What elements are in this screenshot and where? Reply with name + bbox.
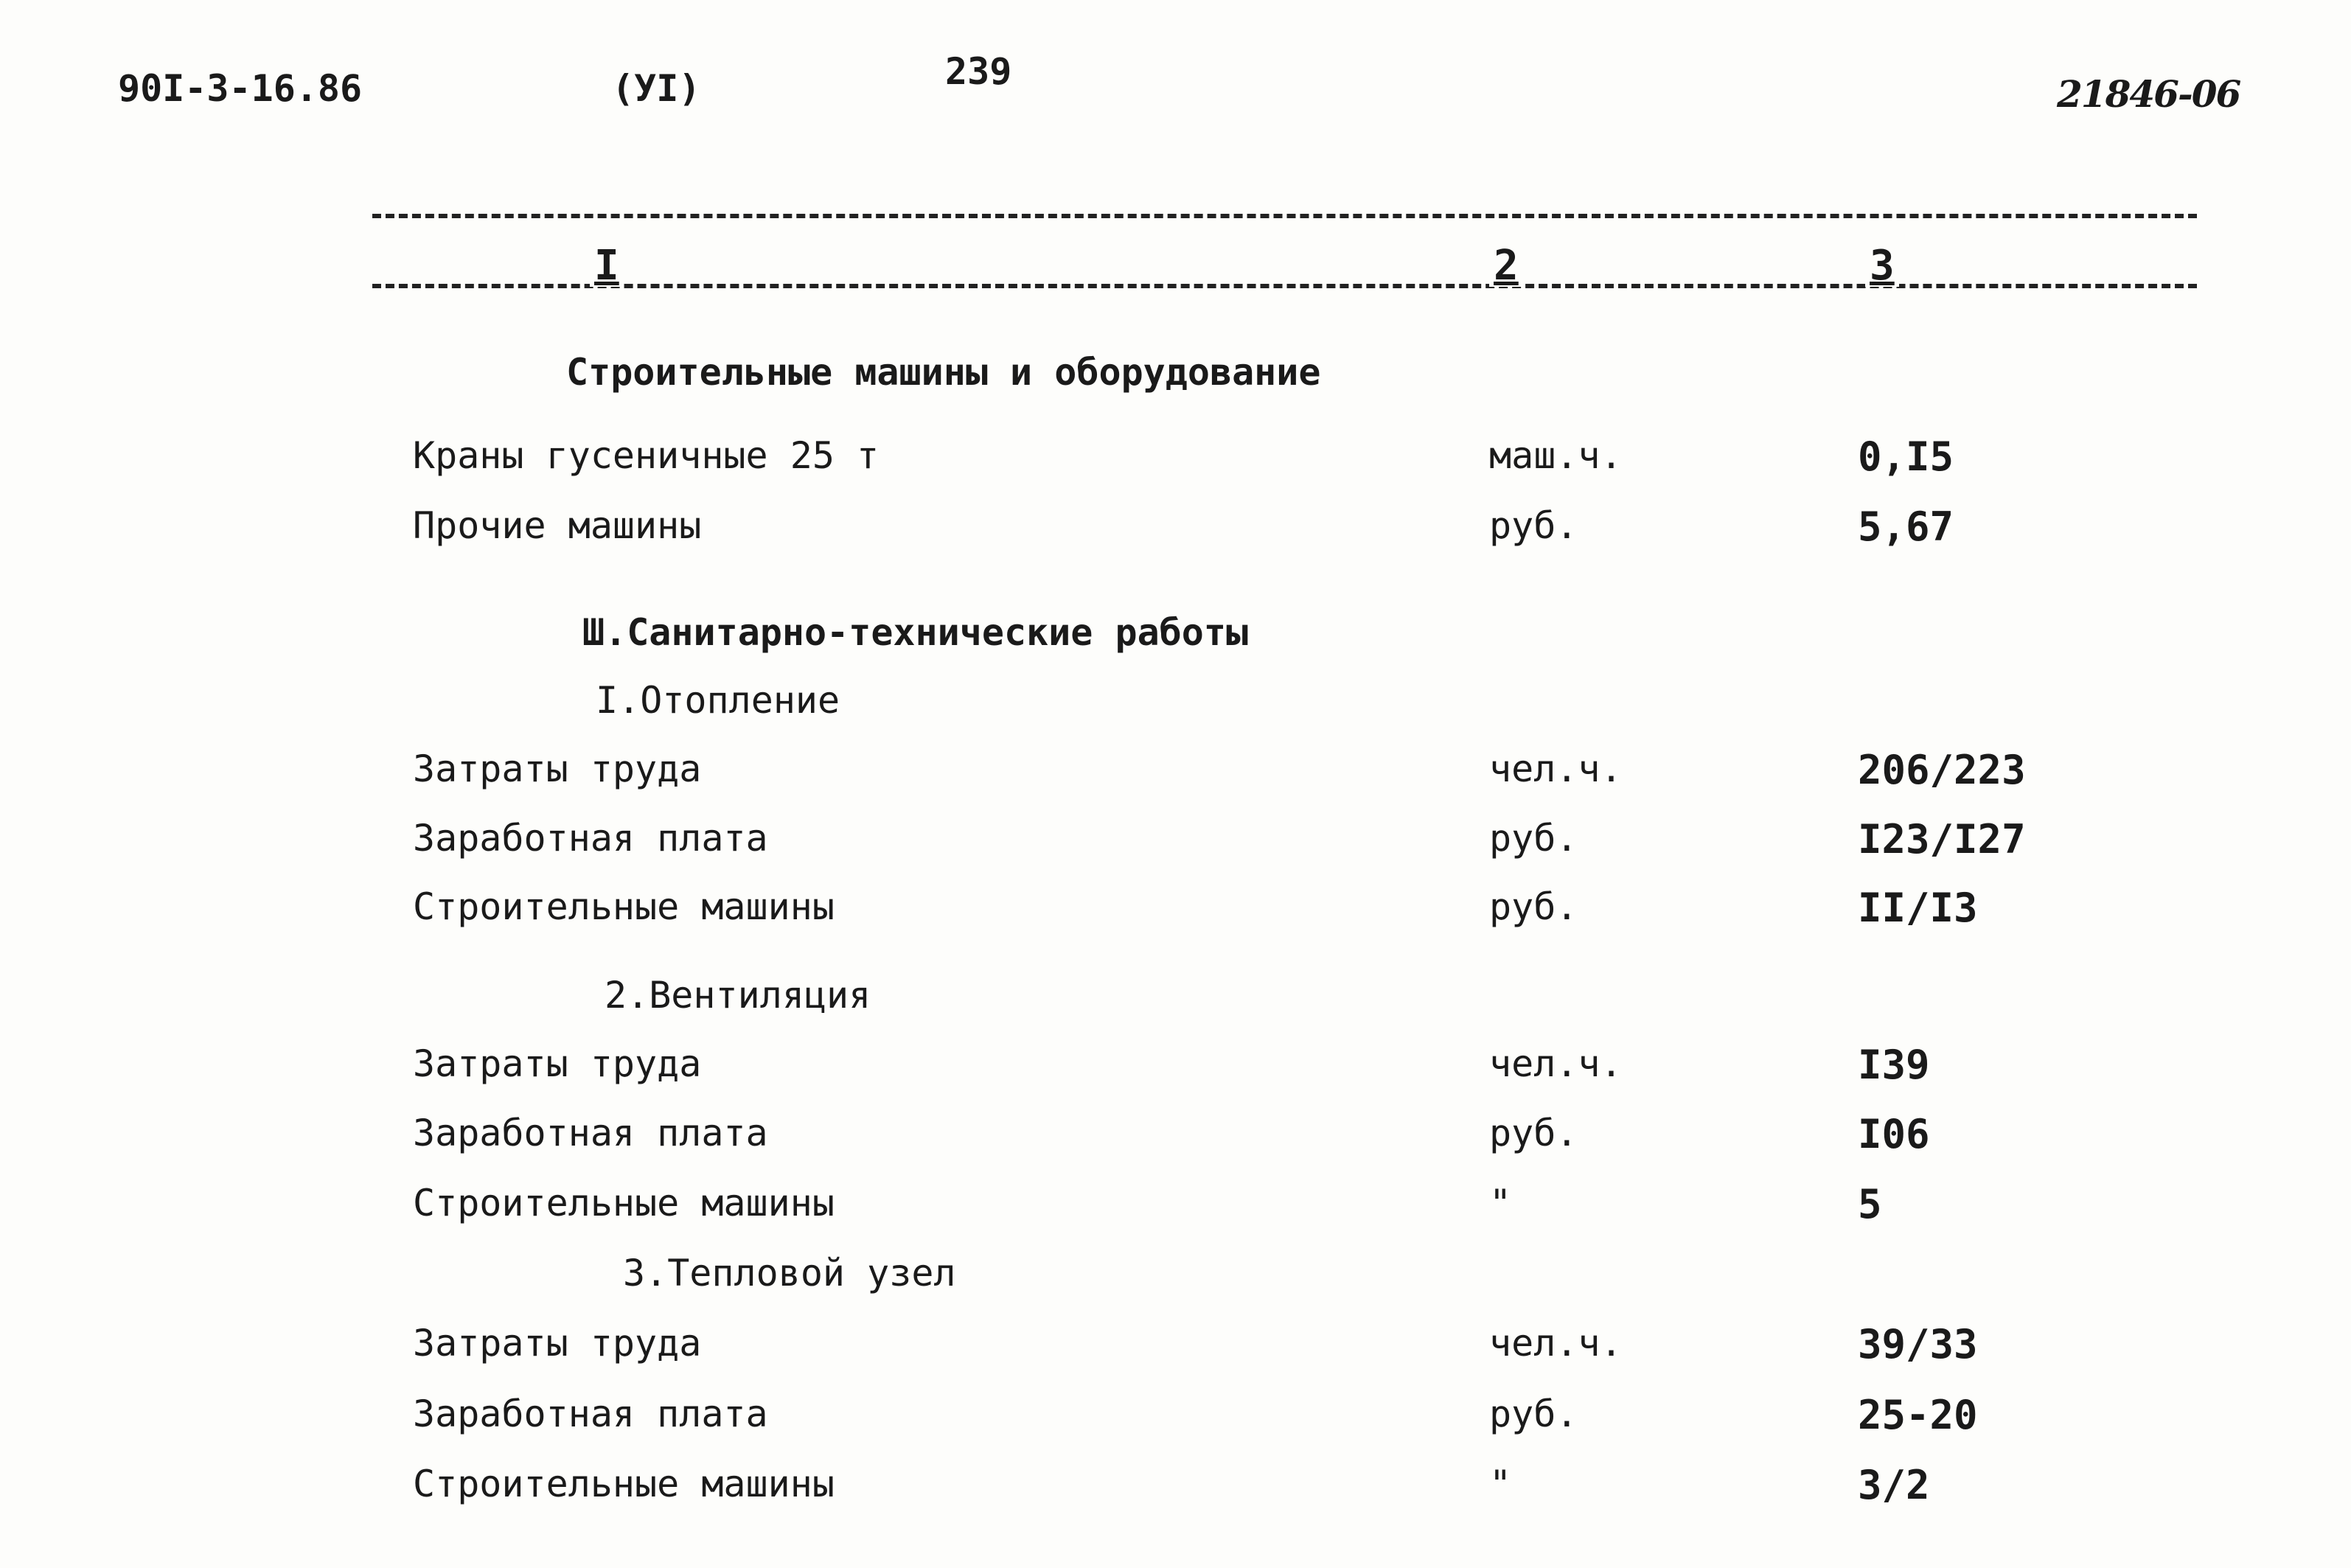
table-row (0, 1181, 2351, 1229)
page-number: 239 (945, 50, 1012, 93)
section-title-sanitary: Ш.Санитарно-технические работы (582, 611, 1249, 654)
row-name: Затраты труда (413, 1322, 702, 1365)
row-unit: чел.ч. (1489, 1322, 1623, 1365)
row-unit: чел.ч. (1489, 748, 1623, 790)
table-row (0, 1042, 2351, 1090)
row-name: Заработная плата (413, 1112, 768, 1154)
subsection-title-heat-unit: 3.Тепловой узел (623, 1252, 956, 1295)
table-row (0, 1392, 2351, 1440)
row-unit: руб. (1489, 1112, 1578, 1154)
table-row (0, 1111, 2351, 1159)
column-1-number: I (590, 245, 624, 287)
row-value: 5 (1858, 1181, 1882, 1227)
row-unit: чел.ч. (1489, 1042, 1623, 1085)
row-unit: руб. (1489, 817, 1578, 860)
row-unit: маш.ч. (1489, 434, 1623, 477)
row-value: 206/223 (1858, 747, 2026, 793)
row-name: Строительные машины (413, 1463, 835, 1505)
row-value: 5,67 (1858, 503, 1954, 550)
row-name: Строительные машины (413, 885, 835, 928)
row-unit: " (1489, 1463, 1512, 1505)
subsection-title-heating: I.Отопление (596, 679, 840, 722)
row-name: Строительные машины (413, 1182, 835, 1224)
table-row (0, 885, 2351, 933)
document-code: 90I-3-16.86 (118, 67, 363, 110)
subsection-title-ventilation: 2.Вентиляция (605, 974, 871, 1017)
table-row (0, 816, 2351, 864)
row-value: 3/2 (1858, 1462, 1930, 1508)
row-name: Затраты труда (413, 748, 702, 790)
row-name: Прочие машины (413, 504, 702, 547)
table-row (0, 503, 2351, 551)
row-value: 39/33 (1858, 1321, 1978, 1367)
row-value: I06 (1858, 1111, 1930, 1157)
row-unit: " (1489, 1182, 1512, 1224)
row-value: I23/I27 (1858, 816, 2026, 863)
row-unit: руб. (1489, 1393, 1578, 1435)
column-3-number: 3 (1865, 245, 1899, 287)
row-value: 25-20 (1858, 1392, 1978, 1438)
table-row (0, 433, 2351, 481)
table-row (0, 1321, 2351, 1369)
table-header-rule (372, 284, 2197, 288)
row-name: Заработная плата (413, 1393, 768, 1435)
row-unit: руб. (1489, 504, 1578, 547)
table-row (0, 1462, 2351, 1510)
section-title-machines: Строительные машины и оборудование (566, 351, 1321, 394)
row-value: I39 (1858, 1042, 1930, 1088)
row-value: 0,I5 (1858, 433, 1954, 480)
column-2-number: 2 (1489, 245, 1523, 287)
row-name: Заработная плата (413, 817, 768, 860)
row-name: Краны гусеничные 25 т (413, 434, 880, 477)
table-top-rule (372, 214, 2197, 218)
row-value: II/I3 (1858, 885, 1978, 931)
table-row (0, 747, 2351, 795)
archive-number: 21846-06 (2057, 72, 2240, 116)
row-unit: руб. (1489, 885, 1578, 928)
volume-number: (УI) (612, 67, 701, 110)
row-name: Затраты труда (413, 1042, 702, 1085)
